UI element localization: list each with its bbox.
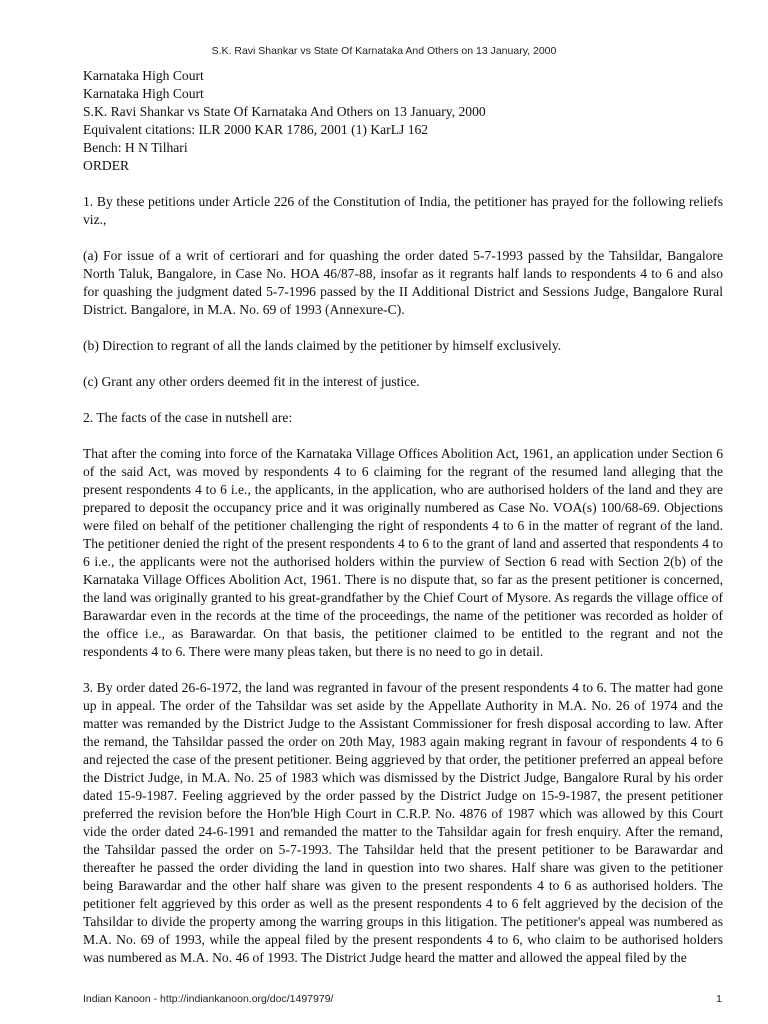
court-name-repeat: Karnataka High Court	[83, 86, 204, 101]
equivalent-citations: Equivalent citations: ILR 2000 KAR 1786, 2001 (1) KarLJ 162	[83, 122, 429, 137]
relief-a: (a) For issue of a writ of certiorari and for quashing the order dated 5-7-1993 passed by the Tahsildar, Bangalore North Taluk, Bangalore, in Case No. HOA 46/87-88, insofar as it regrants half lands to respondents 4 to 6 and also for quashing the judgment dated 5-7-1996 passed by the II Additional District and Sessions Judge, Bangalore Rural District. Bangalore, in M.A. No. 69 of 1993 (Annexure-C).	[83, 248, 723, 317]
paragraph-3: 3. By order dated 26-6-1972, the land was regranted in favour of the present respondents 4 to 6. The matter had gone up in appeal. The order of the Tahsildar was set aside by the Appellate Authority in M.A. No. 26 of 1974 and the matter was remanded by the District Judge to the Assistant Commissioner for fresh disposal according to law. After the remand, the Tahsildar passed the order on 20th May, 1983 again making regrant in favour of respondents 4 to 6 and rejected the case of the present petitioner. Being aggrieved by that order, the petitioner preferred an appeal before the District Judge, in M.A. No. 25 of 1983 which was dismissed by the District Judge, Bangalore Rural by his order dated 15-9-1987. Feeling aggrieved by the order passed by the District Judge on 15-9-1987, the present petitioner preferred the revision before the Hon'ble High Court in C.R.P. No. 4876 of 1987 which was allowed by this Court vide the order dated 24-6-1991 and remanded the matter to the Tahsildar again for fresh enquiry. After the remand, the Tahsildar passed the order on 5-7-1993. The Tahsildar held that the present petitioner to be Barawardar and thereafter he passed the order dividing the land in question into two shares. Half share was given to the petitioner being Barawardar and the other half share was given to the present respondents 4 to 6 as authorised holders. The petitioner felt aggrieved by this order as well as the present respondents 4 to 6 felt aggrieved by the decision of the Tahsildar to divide the property among the warring groups in this litigation. The petitioner's appeal was numbered as M.A. No. 69 of 1993, while the appeal filed by the present respondents 4 to 6, who claim to be authorised holders was numbered as M.A. No. 46 of 1993. The District Judge heard the matter and allowed the appeal filed by the	[83, 680, 723, 965]
relief-c: (c) Grant any other orders deemed fit in the interest of justice.	[83, 374, 420, 389]
facts-paragraph: That after the coming into force of the Karnataka Village Offices Abolition Act, 1961, an application under Section 6 of the said Act, was moved by respondents 4 to 6 claiming for the regrant of the resumed land alleging that the present respondents 4 to 6 i.e., the applicants, in the application, who are authorised holders of the land and they are prepared to deposit the occupancy price and it was originally numbered as Case No. VOA(s) 100/68-69. Objections were filed on behalf of the petitioner challenging the right of respondents 4 to 6 in the matter of regrant of the land. The petitioner denied the right of the present respondents 4 to 6 to the grant of land and asserted that respondents 4 to 6 i.e., the applicants were not the authorised holders within the purview of Section 6 read with Section 2(b) of the Karnataka Village Offices Abolition Act, 1961. There is no dispute that, so far as the present petitioner is concerned, the land was originally granted to his great-grandfather by the Chief Court of Mysore. As regards the village office of Barawardar even in the records at the time of the proceedings, the name of the petitioner was recorded as holder of the office i.e., as Barawardar. On that basis, the petitioner claimed to be entitled to the regrant and not the respondents 4 to 6. There were many pleas taken, but there is no need to go in detail.	[83, 446, 723, 659]
case-title: S.K. Ravi Shankar vs State Of Karnataka And Others on 13 January, 2000	[83, 104, 486, 119]
document-meta	[83, 67, 723, 175]
running-header: S.K. Ravi Shankar vs State Of Karnataka And Others on 13 January, 2000	[211, 45, 557, 57]
paragraph-2: 2. The facts of the case in nutshell are:	[83, 410, 293, 425]
order-heading: ORDER	[83, 158, 130, 173]
document-body	[83, 67, 723, 985]
paragraph-1: 1. By these petitions under Article 226 of the Constitution of India, the petitioner has prayed for the following reliefs viz.,	[83, 194, 723, 227]
page-number: 1	[716, 993, 722, 1005]
relief-b: (b) Direction to regrant of all the lands claimed by the petitioner by himself exclusively.	[83, 338, 562, 353]
court-name: Karnataka High Court	[83, 68, 204, 83]
bench: Bench: H N Tilhari	[83, 140, 188, 155]
footer-source: Indian Kanoon - http://indiankanoon.org/doc/1497979/	[83, 993, 334, 1005]
